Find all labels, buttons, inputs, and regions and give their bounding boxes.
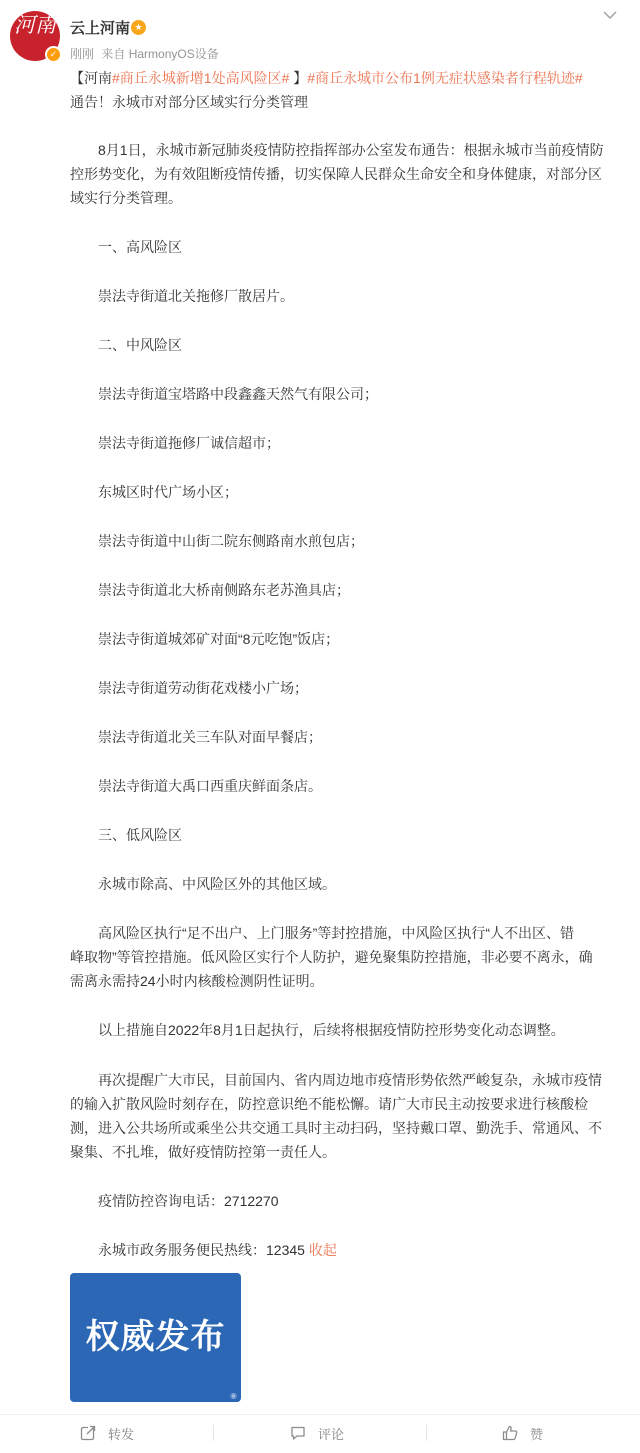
headline-close: 】: [293, 70, 308, 86]
mid-risk-item: 崇法寺街道劳动街花戏楼小广场；: [98, 680, 308, 696]
topic-link-trajectory[interactable]: #商丘永城市公布1例无症状感染者行程轨迹#: [307, 70, 583, 86]
mid-risk-item: 崇法寺街道北大桥南侧路东老苏渔具店；: [98, 582, 350, 598]
like-label: 赞: [530, 1426, 544, 1442]
paragraph-line: 测，进入公共场所或乘坐公共交通工具时主动扫码，坚持戴口罩、勤洗手、常通风、不: [70, 1120, 602, 1136]
post-time[interactable]: 刚刚: [70, 47, 95, 61]
paragraph-line: 域实行分类管理。: [70, 190, 182, 206]
chevron-down-icon[interactable]: [602, 8, 618, 22]
topic-link-high-risk[interactable]: #商丘永城新增1处高风险区#: [112, 70, 290, 86]
weibo-watermark-icon: ◉: [230, 1391, 237, 1400]
hotline-service: [98, 1238, 337, 1262]
repost-label: 转发: [108, 1426, 135, 1442]
repost-button[interactable]: [80, 1415, 134, 1451]
post-source: 来自 HarmonyOS设备: [101, 47, 219, 61]
mid-risk-item: 崇法寺街道北关三车队对面早餐店；: [98, 729, 322, 745]
verified-icon: ✓: [47, 48, 60, 61]
comment-icon: [290, 1425, 306, 1441]
post-headline: [70, 66, 583, 90]
paragraph-line: 的输入扩散风险时刻存在，防控意识绝不能松懈。请广大市民主动按要求进行核酸检: [70, 1096, 588, 1112]
paragraph-line: 以上措施自2022年8月1日起执行，后续将根据疫情防控形势变化动态调整。: [98, 1022, 565, 1038]
paragraph-line: 聚集、不扎堆，做好疫情防控第一责任人。: [70, 1144, 336, 1160]
section-heading-low: 三、低风险区: [98, 827, 182, 843]
post-meta: [70, 45, 223, 62]
mid-risk-item: 崇法寺街道中山街二院东侧路南水煎包店；: [98, 533, 364, 549]
post-image-title: 权威发布: [85, 1318, 226, 1356]
paragraph-line: 峰取物”等管控措施。低风险区实行个人防护，避免聚集防控措施，非必要不离永，确: [70, 949, 593, 965]
paragraph-line: 需离永需持24小时内核酸检测阴性证明。: [70, 973, 324, 989]
high-risk-item: 崇法寺街道北关拖修厂散居片。: [98, 288, 294, 304]
paragraph-line: 控形势变化，为有效阻断疫情传播，切实保障人民群众生命安全和身体健康，对部分区: [70, 166, 602, 182]
username[interactable]: 云上河南: [70, 20, 131, 37]
paragraph-line: 高风险区执行“足不出户、上门服务”等封控措施，中风险区执行“人不出区、错: [98, 925, 574, 941]
post-subtitle: 通告！永城市对部分区域实行分类管理: [70, 94, 308, 110]
repost-icon: [80, 1425, 96, 1441]
thumbs-up-icon: [502, 1425, 518, 1441]
low-risk-item: 永城市除高、中风险区外的其他区域。: [98, 876, 336, 892]
vip-badge-icon[interactable]: ★: [131, 20, 146, 35]
action-divider: [213, 1425, 214, 1441]
collapse-link[interactable]: 收起: [308, 1242, 337, 1258]
post-image[interactable]: [70, 1273, 241, 1402]
comment-button[interactable]: [290, 1415, 344, 1451]
hotline-service-text: 永城市政务服务便民热线：12345: [98, 1242, 305, 1258]
hotline-epidemic: 疫情防控咨询电话：2712270: [98, 1193, 279, 1209]
action-bar: [0, 1414, 640, 1451]
avatar-logo-text: 河南: [14, 13, 56, 37]
comment-label: 评论: [318, 1426, 345, 1442]
mid-risk-item: 崇法寺街道大禹口西重庆鲜面条店。: [98, 778, 322, 794]
section-heading-mid: 二、中风险区: [98, 337, 182, 353]
verified-badge: [45, 46, 62, 63]
mid-risk-item: 崇法寺街道城郊矿对面“8元吃饱”饭店；: [98, 631, 340, 647]
headline-prefix: 【河南: [70, 70, 112, 86]
mid-risk-item: 崇法寺街道拖修厂诚信超市；: [98, 435, 280, 451]
paragraph-line: 再次提醒广大市民，目前国内、省内周边地市疫情形势依然严峻复杂，永城市疫情: [98, 1072, 602, 1088]
mid-risk-item: 崇法寺街道宝塔路中段鑫鑫天然气有限公司；: [98, 386, 378, 402]
paragraph-line: 8月1日，永城市新冠肺炎疫情防控指挥部办公室发布通告：根据永城市当前疫情防: [98, 142, 604, 158]
mid-risk-item: 东城区时代广场小区；: [98, 484, 238, 500]
like-button[interactable]: [502, 1415, 543, 1451]
section-heading-high: 一、高风险区: [98, 239, 182, 255]
action-divider: [426, 1425, 427, 1441]
